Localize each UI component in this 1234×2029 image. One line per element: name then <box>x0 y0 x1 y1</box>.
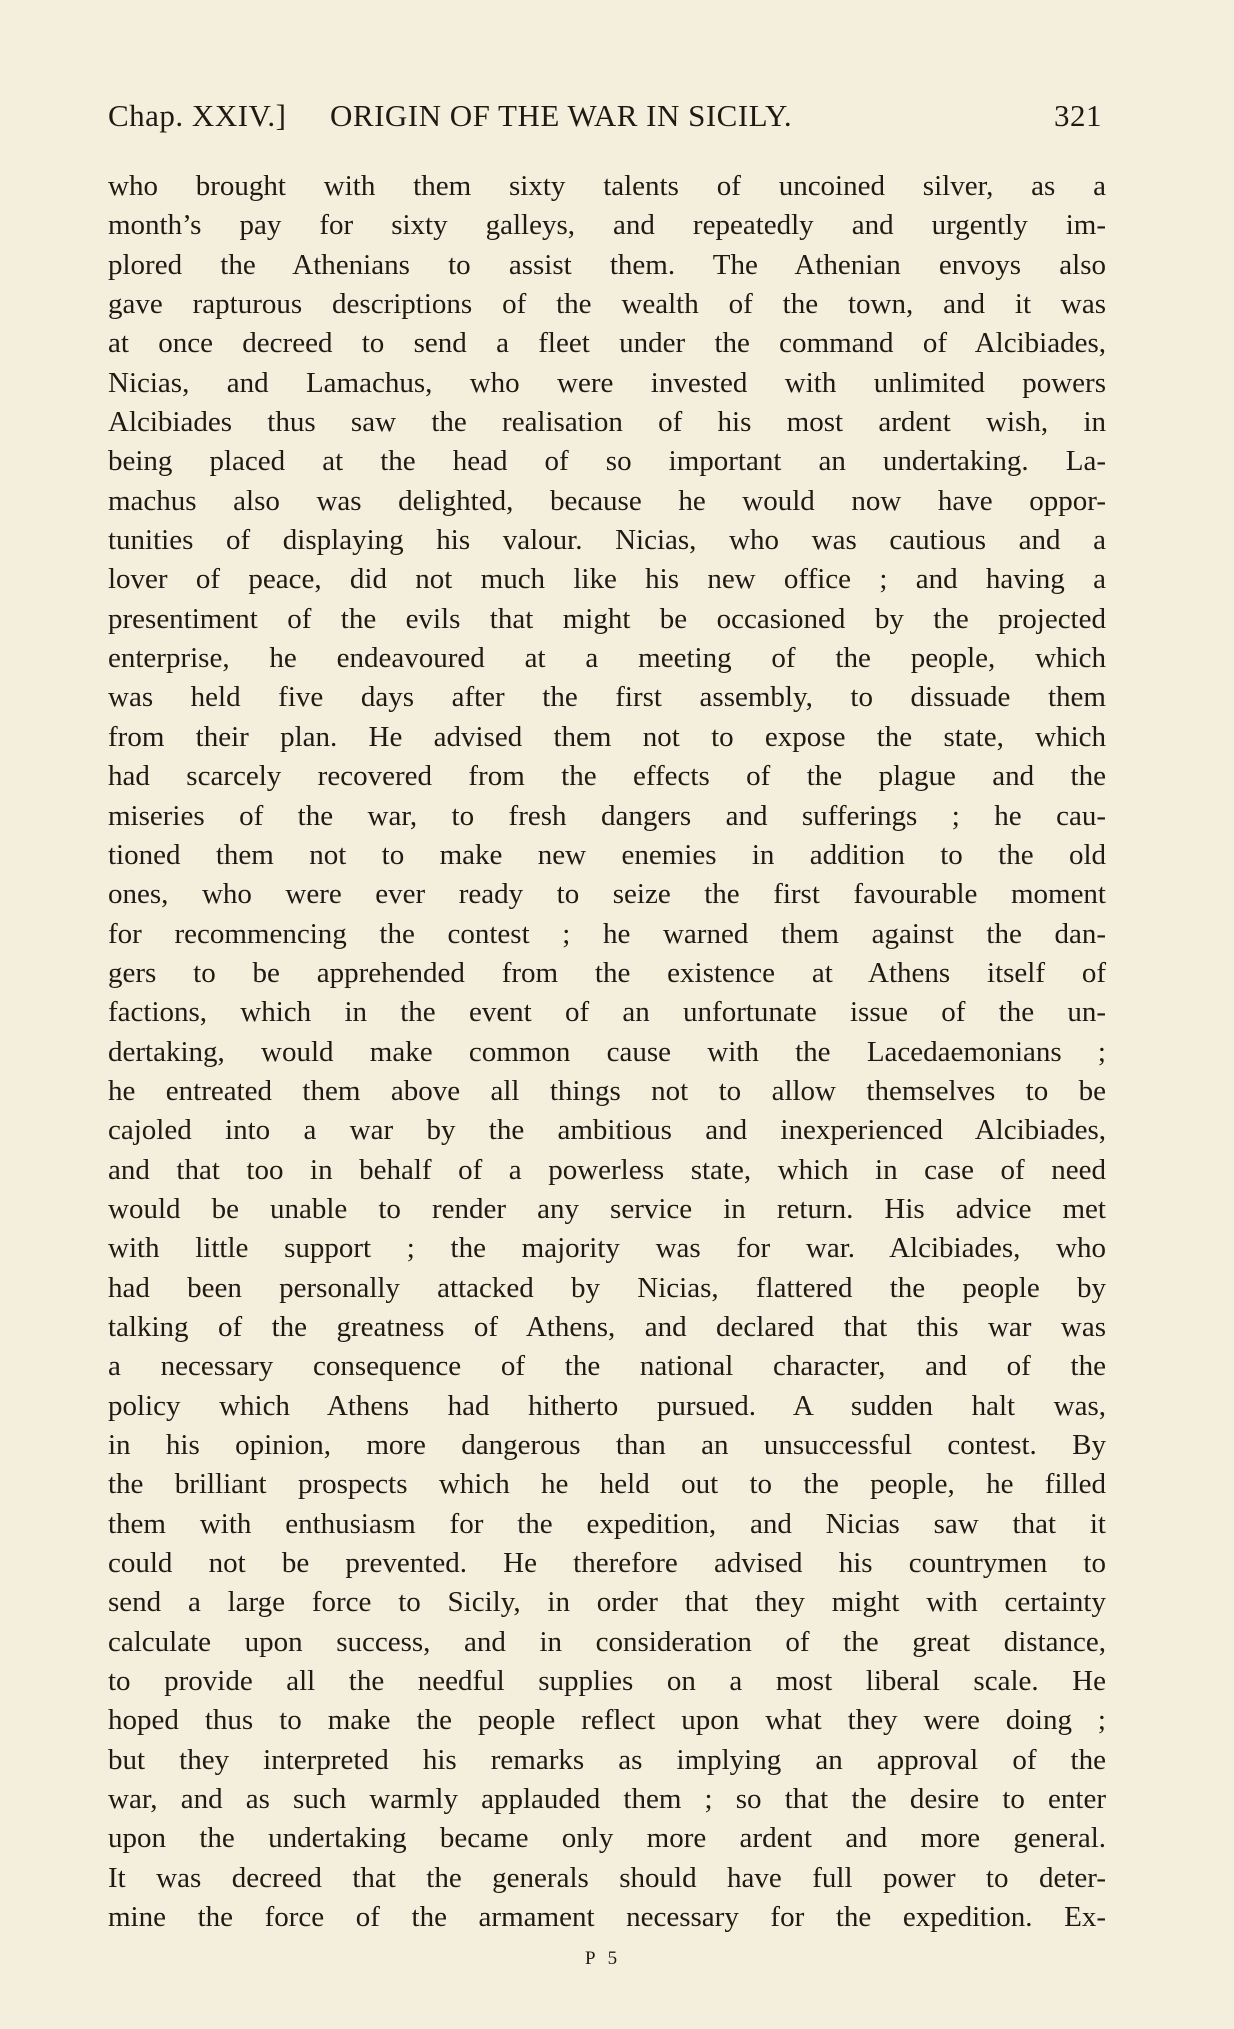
text-line: calculate upon success, and in consideration of the great distance, <box>108 1625 1106 1658</box>
text-line: in his opinion, more dangerous than an unsuccessful contest. By <box>108 1429 1106 1461</box>
text-line: being placed at the head of so important an undertaking. La- <box>108 445 1106 478</box>
text-line: had been personally attacked by Nicias, flattered the people by <box>108 1271 1106 1304</box>
signature-mark: P 5 <box>585 1948 622 1969</box>
text-line: to provide all the needful supplies on a most liberal scale. He <box>108 1665 1106 1698</box>
text-line: miseries of the war, to fresh dangers and sufferings ; he cau- <box>108 799 1106 832</box>
text-line: Alcibiades thus saw the realisation of his most ardent wish, in <box>108 406 1106 439</box>
text-line: factions, which in the event of an unfortunate issue of the un- <box>108 996 1106 1029</box>
text-line: mine the force of the armament necessary for the expedition. Ex- <box>108 1901 1106 1934</box>
page-number: 321 <box>1054 98 1102 133</box>
text-line: presentiment of the evils that might be occasioned by the projected <box>108 602 1106 635</box>
text-line: talking of the greatness of Athens, and declared that this war was <box>108 1310 1106 1343</box>
text-line: tunities of displaying his valour. Nicias, who was cautious and a <box>108 524 1106 557</box>
text-line: enterprise, he endeavoured at a meeting of the people, which <box>108 642 1106 675</box>
text-line: from their plan. He advised them not to expose the state, which <box>108 720 1106 753</box>
text-line: plored the Athenians to assist them. The Athenian envoys also <box>108 248 1106 281</box>
text-line: dertaking, would make common cause with the Lacedaemonians ; <box>108 1035 1106 1068</box>
text-line: machus also was delighted, because he would now have oppor- <box>108 484 1106 517</box>
running-head <box>108 98 1102 138</box>
text-line: for recommencing the contest ; he warned them against the dan- <box>108 917 1106 950</box>
text-line: would be unable to render any service in return. His advice met <box>108 1192 1106 1225</box>
text-line: Nicias, and Lamachus, who were invested with unlimited powers <box>108 366 1106 399</box>
chapter-title: ORIGIN OF THE WAR IN SICILY. <box>330 98 793 133</box>
text-line: and that too in behalf of a powerless state, which in case of need <box>108 1153 1106 1186</box>
text-line: tioned them not to make new enemies in addition to the old <box>108 838 1106 871</box>
text-line: ones, who were ever ready to seize the first favourable moment <box>108 878 1106 911</box>
text-line: the brilliant prospects which he held out to the people, he filled <box>108 1468 1106 1501</box>
body-text <box>108 167 1106 1937</box>
text-line: gave rapturous descriptions of the wealth of the town, and it was <box>108 288 1106 321</box>
text-line: who brought with them sixty talents of uncoined silver, as a <box>108 170 1106 202</box>
text-line: could not be prevented. He therefore advised his countrymen to <box>108 1547 1106 1580</box>
chapter-label: Chap. XXIV.] <box>108 98 287 133</box>
text-line: lover of peace, did not much like his new office ; and having a <box>108 563 1106 596</box>
text-line: month’s pay for sixty galleys, and repeatedly and urgently im- <box>108 209 1106 242</box>
text-line: a necessary consequence of the national character, and of the <box>108 1350 1106 1383</box>
text-line: had scarcely recovered from the effects of the plague and the <box>108 760 1106 793</box>
text-line: but they interpreted his remarks as implying an approval of the <box>108 1743 1106 1776</box>
text-line: hoped thus to make the people reflect upon what they were doing ; <box>108 1704 1106 1737</box>
text-line: cajoled into a war by the ambitious and inexperienced Alcibiades, <box>108 1114 1106 1147</box>
text-line: war, and as such warmly applauded them ; so that the desire to enter <box>108 1783 1106 1816</box>
text-line: them with enthusiasm for the expedition, and Nicias saw that it <box>108 1507 1106 1540</box>
text-line: at once decreed to send a fleet under the command of Alcibiades, <box>108 327 1106 360</box>
text-line: It was decreed that the generals should have full power to deter- <box>108 1861 1106 1894</box>
text-line: upon the undertaking became only more ardent and more general. <box>108 1822 1106 1855</box>
text-line: with little support ; the majority was for war. Alcibiades, who <box>108 1232 1106 1265</box>
text-line: policy which Athens had hitherto pursued. A sudden halt was, <box>108 1389 1106 1422</box>
text-line: he entreated them above all things not to allow themselves to be <box>108 1074 1106 1107</box>
text-line: send a large force to Sicily, in order that they might with certainty <box>108 1586 1106 1619</box>
text-line: was held five days after the first assembly, to dissuade them <box>108 681 1106 714</box>
text-line: gers to be apprehended from the existence at Athens itself of <box>108 956 1106 989</box>
